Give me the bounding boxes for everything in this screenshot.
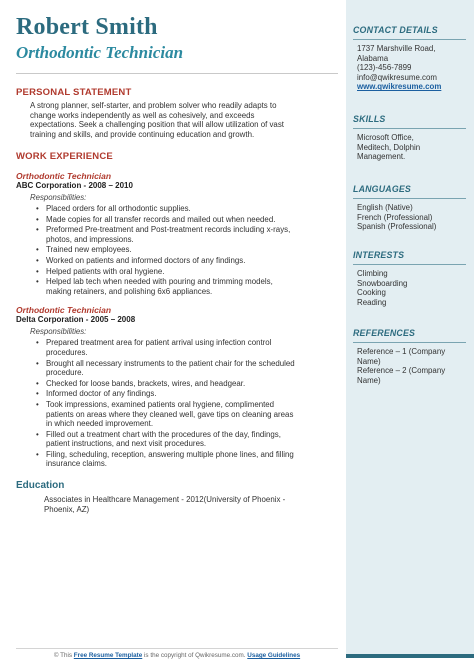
list-item: • Helped patients with oral hygiene. — [36, 267, 338, 277]
responsibilities-label: Responsibilities: — [30, 193, 87, 202]
statement-line: A strong planner, self-starter, and problem solver who readily adapts to — [30, 101, 277, 110]
footer-divider — [16, 648, 338, 649]
list-item: • Made copies for all transfer records and mailed out when needed. — [36, 215, 338, 225]
candidate-role: Orthodontic Technician — [16, 43, 184, 62]
list-item-line: Filing, scheduling, reception, answering multiple phone lines, and filling — [46, 449, 294, 459]
contact-line: Alabama — [357, 53, 389, 63]
list-item: • Worked on patients and informed doctors of any findings. — [36, 256, 338, 266]
contact-heading: CONTACT DETAILS — [353, 25, 466, 40]
statement-line: change works independently as well as cohesively, and exceeds — [30, 110, 255, 120]
personal-statement-text — [16, 101, 338, 139]
sidebar-bottom-bar — [346, 654, 474, 658]
list-item — [36, 225, 338, 244]
list-item — [36, 359, 338, 378]
list-item-line: Took impressions, examined patients oral hygiene, complimented — [46, 399, 275, 409]
languages-heading: LANGUAGES — [353, 184, 466, 199]
languages-section — [353, 184, 466, 232]
list-item: • Checked for loose bands, brackets, wires, and headgear. — [36, 379, 338, 389]
list-item — [36, 430, 338, 449]
list-item-line: Brought all necessary instruments to the patient chair for the scheduled — [46, 358, 295, 368]
job-title: Orthodontic Technician — [16, 171, 112, 181]
language-item: English (Native) — [357, 203, 413, 212]
list-item: • Placed orders for all orthodontic supplies. — [36, 204, 338, 214]
list-item-line: procedure. — [46, 368, 84, 378]
responsibilities-list — [16, 204, 338, 296]
skills-line: Meditech, Dolphin — [357, 142, 421, 152]
candidate-name: Robert Smith — [16, 14, 158, 40]
references-section — [353, 328, 466, 385]
list-item-line: making retainers, and polishing 6x6 appliances. — [46, 286, 213, 296]
footer-prefix: © This — [53, 652, 73, 659]
website-link[interactable]: www.qwikresume.com — [357, 82, 442, 92]
language-item: French (Professional) — [357, 212, 433, 222]
footer-copyright-text: is the copyright of Qwikresume.com. — [144, 652, 246, 659]
interests-section — [353, 250, 466, 307]
contact-section — [353, 25, 466, 92]
list-item: • Trained new employees. — [36, 245, 338, 255]
list-item-line: Filled out a treatment chart with the procedures of the day, findings, — [46, 429, 281, 439]
footer — [16, 652, 338, 660]
reference-line: Name) — [357, 356, 381, 366]
contact-details — [353, 44, 466, 92]
statement-line: training and skills, and provide continuing education and growth. — [30, 129, 255, 139]
interest-item: Reading — [357, 297, 387, 307]
work-experience-heading: WORK EXPERIENCE — [16, 151, 113, 162]
reference-line: Reference – 1 (Company — [357, 347, 446, 356]
responsibilities-label: Responsibilities: — [30, 327, 87, 337]
job-entry — [16, 171, 338, 296]
list-item-line: insurance claims. — [46, 459, 107, 469]
list-item-line: Preformed Pre-treatment and Post-treatment records including x-rays, — [46, 225, 291, 235]
list-item-line: patients on areas where they cleaned well, gave tips on cleaning areas — [46, 409, 294, 419]
list-item — [36, 400, 338, 429]
statement-line: expectations. Seek a challenging position that will allow utilization of vast — [30, 120, 284, 129]
sidebar — [346, 0, 474, 658]
list-item: • Informed doctor of any findings. — [36, 389, 338, 399]
list-item-line: patient instructions, and next visit procedures. — [46, 439, 207, 449]
interest-item: Cooking — [357, 288, 386, 298]
personal-statement-heading: PERSONAL STATEMENT — [16, 87, 132, 98]
references-heading: REFERENCES — [353, 328, 466, 343]
reference-line: Name) — [357, 375, 381, 385]
list-item-line: photos, and impressions. — [46, 234, 134, 244]
interest-item: Climbing — [357, 269, 388, 278]
skills-heading: SKILLS — [353, 114, 466, 129]
skills-line: Microsoft Office, — [357, 133, 414, 142]
contact-line: (123)-456-7899 — [357, 63, 412, 73]
skills-section — [353, 114, 466, 162]
list-item-line: in which needed improvement. — [46, 419, 154, 429]
skills-list — [353, 133, 466, 162]
list-item — [36, 338, 338, 357]
responsibilities-list — [16, 338, 338, 469]
job-title: Orthodontic Technician — [16, 305, 112, 316]
contact-line: info@qwikresume.com — [357, 72, 437, 82]
education-text — [16, 495, 338, 514]
list-item — [36, 450, 338, 469]
reference-line: Reference – 2 (Company — [357, 366, 446, 376]
education-line: Associates in Healthcare Management - 2012(University of Phoenix - — [44, 495, 286, 505]
list-item-line: Helped lab tech when needed with pouring and trimming models, — [46, 277, 273, 287]
list-item-line: Prepared treatment area for patient arrival using infection control — [46, 338, 272, 348]
job-company-dates: Delta Corporation - 2005 – 2008 — [16, 315, 136, 325]
interest-item: Snowboarding — [357, 278, 408, 288]
language-item: Spanish (Professional) — [357, 222, 437, 232]
job-company-dates: ABC Corporation - 2008 – 2010 — [16, 181, 133, 190]
list-item — [36, 277, 338, 296]
header-divider — [16, 73, 338, 74]
main-column — [16, 12, 338, 514]
free-resume-template-link[interactable]: Free Resume Template — [73, 652, 143, 659]
contact-line: 1737 Marshville Road, — [357, 44, 436, 53]
interests-heading: INTERESTS — [353, 250, 466, 265]
interests-list — [353, 269, 466, 307]
job-entry — [16, 305, 338, 469]
education-line: Phoenix, AZ) — [44, 504, 90, 514]
skills-line: Management. — [357, 152, 406, 162]
languages-list — [353, 203, 466, 232]
references-list — [353, 347, 466, 385]
education-heading: Education — [16, 480, 65, 492]
usage-guidelines-link[interactable]: Usage Guidelines — [247, 652, 301, 659]
list-item-line: procedures. — [46, 347, 88, 357]
